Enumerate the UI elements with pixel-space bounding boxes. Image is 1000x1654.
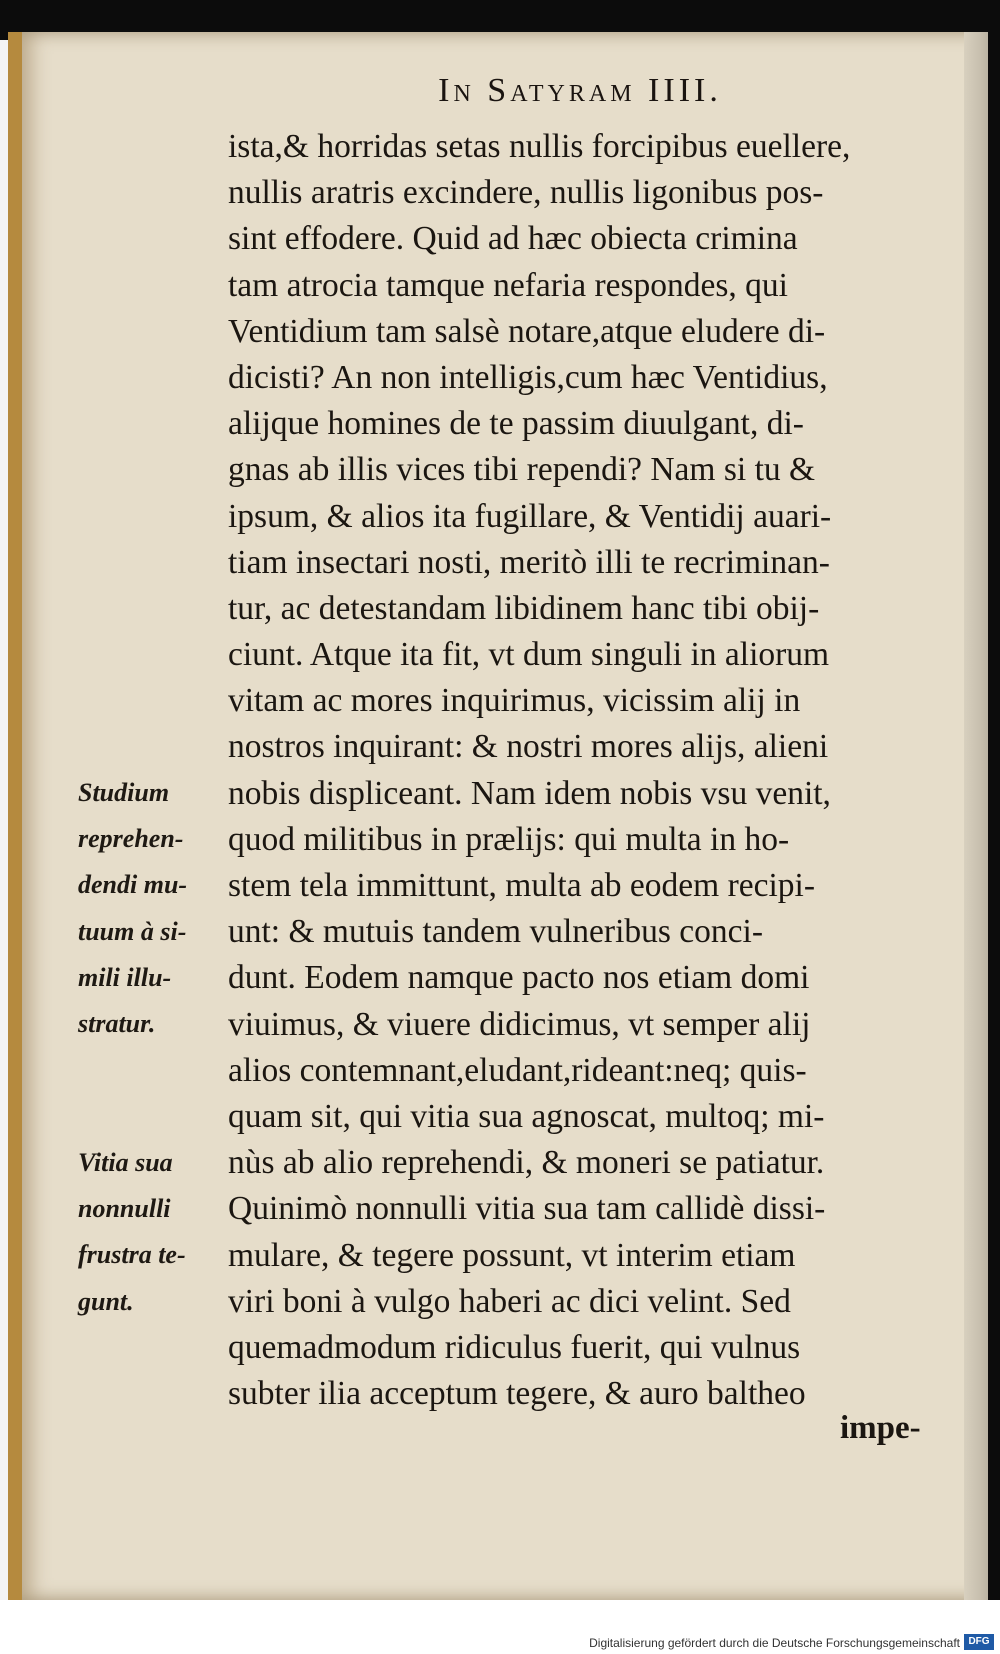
text-line: sint effodere. Quid ad hæc obiecta crimina: [228, 220, 798, 258]
text-line: mulare, & tegere possunt, vt interim etiam: [228, 1236, 796, 1274]
text-line: tiam insectari nosti, meritò illi te recriminan-: [228, 543, 830, 581]
text-line: quod militibus in prælijs: qui multa in ho-: [228, 820, 790, 858]
text-line: viuimus, & viuere didicimus, vt semper alij: [228, 1005, 811, 1043]
text-line: viri boni à vulgo haberi ac dici velint. Sed: [228, 1282, 791, 1320]
marginal-note-vitia: [78, 1140, 228, 1325]
text-line: vitam ac mores inquirimus, vicissim alij in: [228, 682, 801, 720]
marginal-note-line: Studium: [78, 778, 170, 807]
text-line: alijque homines de te passim diuulgant, di-: [228, 405, 804, 443]
running-head: [0, 72, 1000, 110]
marginal-note-line: dendi mu-: [78, 870, 188, 900]
text-line: nullis aratris excindere, nullis ligonibus pos-: [228, 174, 824, 212]
marginal-note-line: Vitia sua: [78, 1148, 173, 1177]
text-line: stem tela immittunt, multa ab eodem recipi-: [228, 867, 816, 904]
marginal-note-line: gunt.: [78, 1286, 134, 1316]
funding-credit: Digitalisierung gefördert durch die Deutsche Forschungsgemeinschaft: [589, 1636, 960, 1650]
text-line: unt: & mutuis tandem vulneribus conci-: [228, 913, 763, 951]
text-line: nostros inquirant: & nostri mores alijs, alieni: [228, 728, 829, 766]
dfg-logo: DFG: [964, 1634, 994, 1650]
text-line: subter ilia acceptum tegere, & auro baltheo: [228, 1375, 806, 1413]
marginal-note-line: stratur.: [78, 1009, 156, 1039]
marginal-note-line: nonnulli: [78, 1194, 171, 1224]
text-line: alios contemnant,eludant,rideant:neq; quis-: [228, 1051, 807, 1089]
text-line: Quinimò nonnulli vitia sua tam callidè dissi-: [228, 1190, 826, 1228]
marginal-note-studium: [78, 770, 228, 1047]
text-line: dunt. Eodem namque pacto nos etiam domi: [228, 959, 810, 997]
running-head-text: In Satyram IIII.: [438, 72, 722, 109]
text-line: quemadmodum ridiculus fuerit, qui vulnus: [228, 1328, 801, 1366]
text-line: tam atrocia tamque nefaria respondes, qui: [228, 266, 788, 304]
text-line: ista,& horridas setas nullis forcipibus euellere,: [228, 128, 851, 165]
text-line: nobis displiceant. Nam idem nobis vsu venit,: [228, 774, 831, 812]
marginal-note-line: mili illu-: [78, 962, 172, 992]
text-line: ipsum, & alios ita fugillare, & Ventidij auari-: [228, 497, 832, 535]
text-line: Ventidium tam salsè notare,atque eludere di-: [228, 312, 826, 350]
catchword: impe-: [840, 1410, 921, 1446]
marginal-note-line: reprehen-: [78, 824, 184, 854]
text-line: gnas ab illis vices tibi rependi? Nam si tu &: [228, 451, 816, 489]
marginal-note-line: frustra te-: [78, 1240, 186, 1270]
body-text: [228, 124, 968, 1417]
text-line: ciunt. Atque ita fit, vt dum singuli in aliorum: [228, 636, 830, 674]
text-line: quam sit, qui vitia sua agnoscat, multoq; mi-: [228, 1097, 825, 1135]
text-line: tur, ac detestandam libidinem hanc tibi obij-: [228, 589, 820, 627]
text-line: nùs ab alio reprehendi, & moneri se patiatur.: [228, 1144, 825, 1182]
text-line: dicisti? An non intelligis,cum hæc Ventidius,: [228, 358, 828, 396]
marginal-note-line: tuum à si-: [78, 916, 187, 946]
scan-border-right: [988, 0, 1000, 1654]
